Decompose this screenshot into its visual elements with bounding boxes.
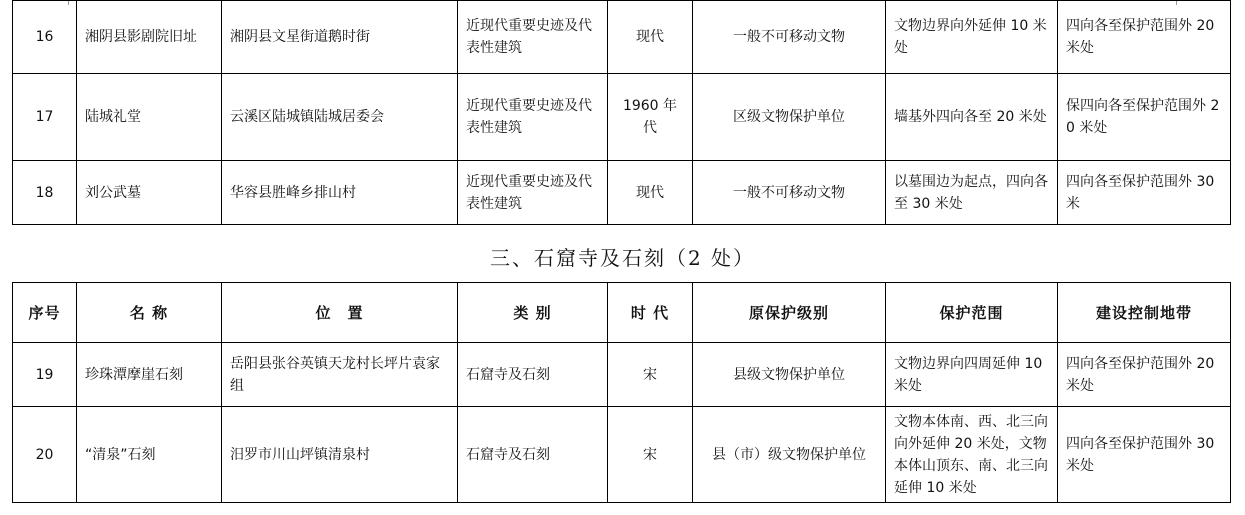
table-row bbox=[13, 407, 1231, 503]
stone-carvings-table bbox=[12, 282, 1231, 503]
cell-name: “清泉”石刻 bbox=[77, 407, 222, 503]
cell-scope: 文物本体南、西、北三向向外延伸 20 米处，文物本体山顶东、南、北三向延伸 10 米处 bbox=[886, 407, 1058, 503]
header-scope: 保护范围 bbox=[886, 283, 1058, 343]
cell-category: 近现代重要史迹及代表性建筑 bbox=[458, 1, 608, 74]
cell-level: 区级文物保护单位 bbox=[693, 74, 886, 161]
table-row bbox=[13, 1, 1231, 74]
cell-name: 刘公武墓 bbox=[77, 161, 222, 225]
cell-level: 县级文物保护单位 bbox=[693, 343, 886, 407]
cell-no: 16 bbox=[13, 1, 77, 74]
cell-zone: 四向各至保护范围外 30 米处 bbox=[1058, 407, 1231, 503]
cell-category: 近现代重要史迹及代表性建筑 bbox=[458, 74, 608, 161]
cell-era: 现代 bbox=[608, 1, 693, 74]
cell-category: 石窟寺及石刻 bbox=[458, 407, 608, 503]
section-title: 三、石窟寺及石刻（2 处） bbox=[489, 246, 756, 270]
header-era: 时 代 bbox=[608, 283, 693, 343]
header-category: 类 别 bbox=[458, 283, 608, 343]
cell-era: 现代 bbox=[608, 161, 693, 225]
cell-no: 17 bbox=[13, 74, 77, 161]
header-zone: 建设控制地带 bbox=[1058, 283, 1231, 343]
cell-scope: 文物边界向四周延伸 10 米处 bbox=[886, 343, 1058, 407]
cell-scope: 以墓围边为起点，四向各至 30 米处 bbox=[886, 161, 1058, 225]
cell-era: 1960 年代 bbox=[608, 74, 693, 161]
table-row bbox=[13, 74, 1231, 161]
header-location: 位 置 bbox=[222, 283, 458, 343]
header-no: 序号 bbox=[13, 283, 77, 343]
cell-level: 一般不可移动文物 bbox=[693, 161, 886, 225]
heritage-table-continued bbox=[12, 0, 1231, 225]
header-name: 名 称 bbox=[77, 283, 222, 343]
cell-level: 一般不可移动文物 bbox=[693, 1, 886, 74]
cell-name: 珍珠潭摩崖石刻 bbox=[77, 343, 222, 407]
cell-no: 18 bbox=[13, 161, 77, 225]
cell-category: 近现代重要史迹及代表性建筑 bbox=[458, 161, 608, 225]
cell-zone: 四向各至保护范围外 30 米 bbox=[1058, 161, 1231, 225]
table-header-row bbox=[13, 283, 1231, 343]
cell-name: 陆城礼堂 bbox=[77, 74, 222, 161]
cell-name: 湘阴县影剧院旧址 bbox=[77, 1, 222, 74]
cell-location: 汨罗市川山坪镇清泉村 bbox=[222, 407, 458, 503]
cell-location: 湘阴县文星街道鹅时街 bbox=[222, 1, 458, 74]
cell-era: 宋 bbox=[608, 407, 693, 503]
cell-level: 县（市）级文物保护单位 bbox=[693, 407, 886, 503]
cell-location: 华容县胜峰乡排山村 bbox=[222, 161, 458, 225]
cell-no: 20 bbox=[13, 407, 77, 503]
table-row bbox=[13, 161, 1231, 225]
cell-no: 19 bbox=[13, 343, 77, 407]
header-level: 原保护级别 bbox=[693, 283, 886, 343]
cell-zone: 四向各至保护范围外 20 米处 bbox=[1058, 1, 1231, 74]
cell-era: 宋 bbox=[608, 343, 693, 407]
cell-zone: 四向各至保护范围外 20 米处 bbox=[1058, 343, 1231, 407]
cell-location: 云溪区陆城镇陆城居委会 bbox=[222, 74, 458, 161]
table-row bbox=[13, 343, 1231, 407]
cell-category: 石窟寺及石刻 bbox=[458, 343, 608, 407]
cell-location: 岳阳县张谷英镇天龙村长坪片袁家组 bbox=[222, 343, 458, 407]
cell-zone: 保四向各至保护范围外 20 米处 bbox=[1058, 74, 1231, 161]
cell-scope: 墙基外四向各至 20 米处 bbox=[886, 74, 1058, 161]
cell-scope: 文物边界向外延伸 10 米处 bbox=[886, 1, 1058, 74]
